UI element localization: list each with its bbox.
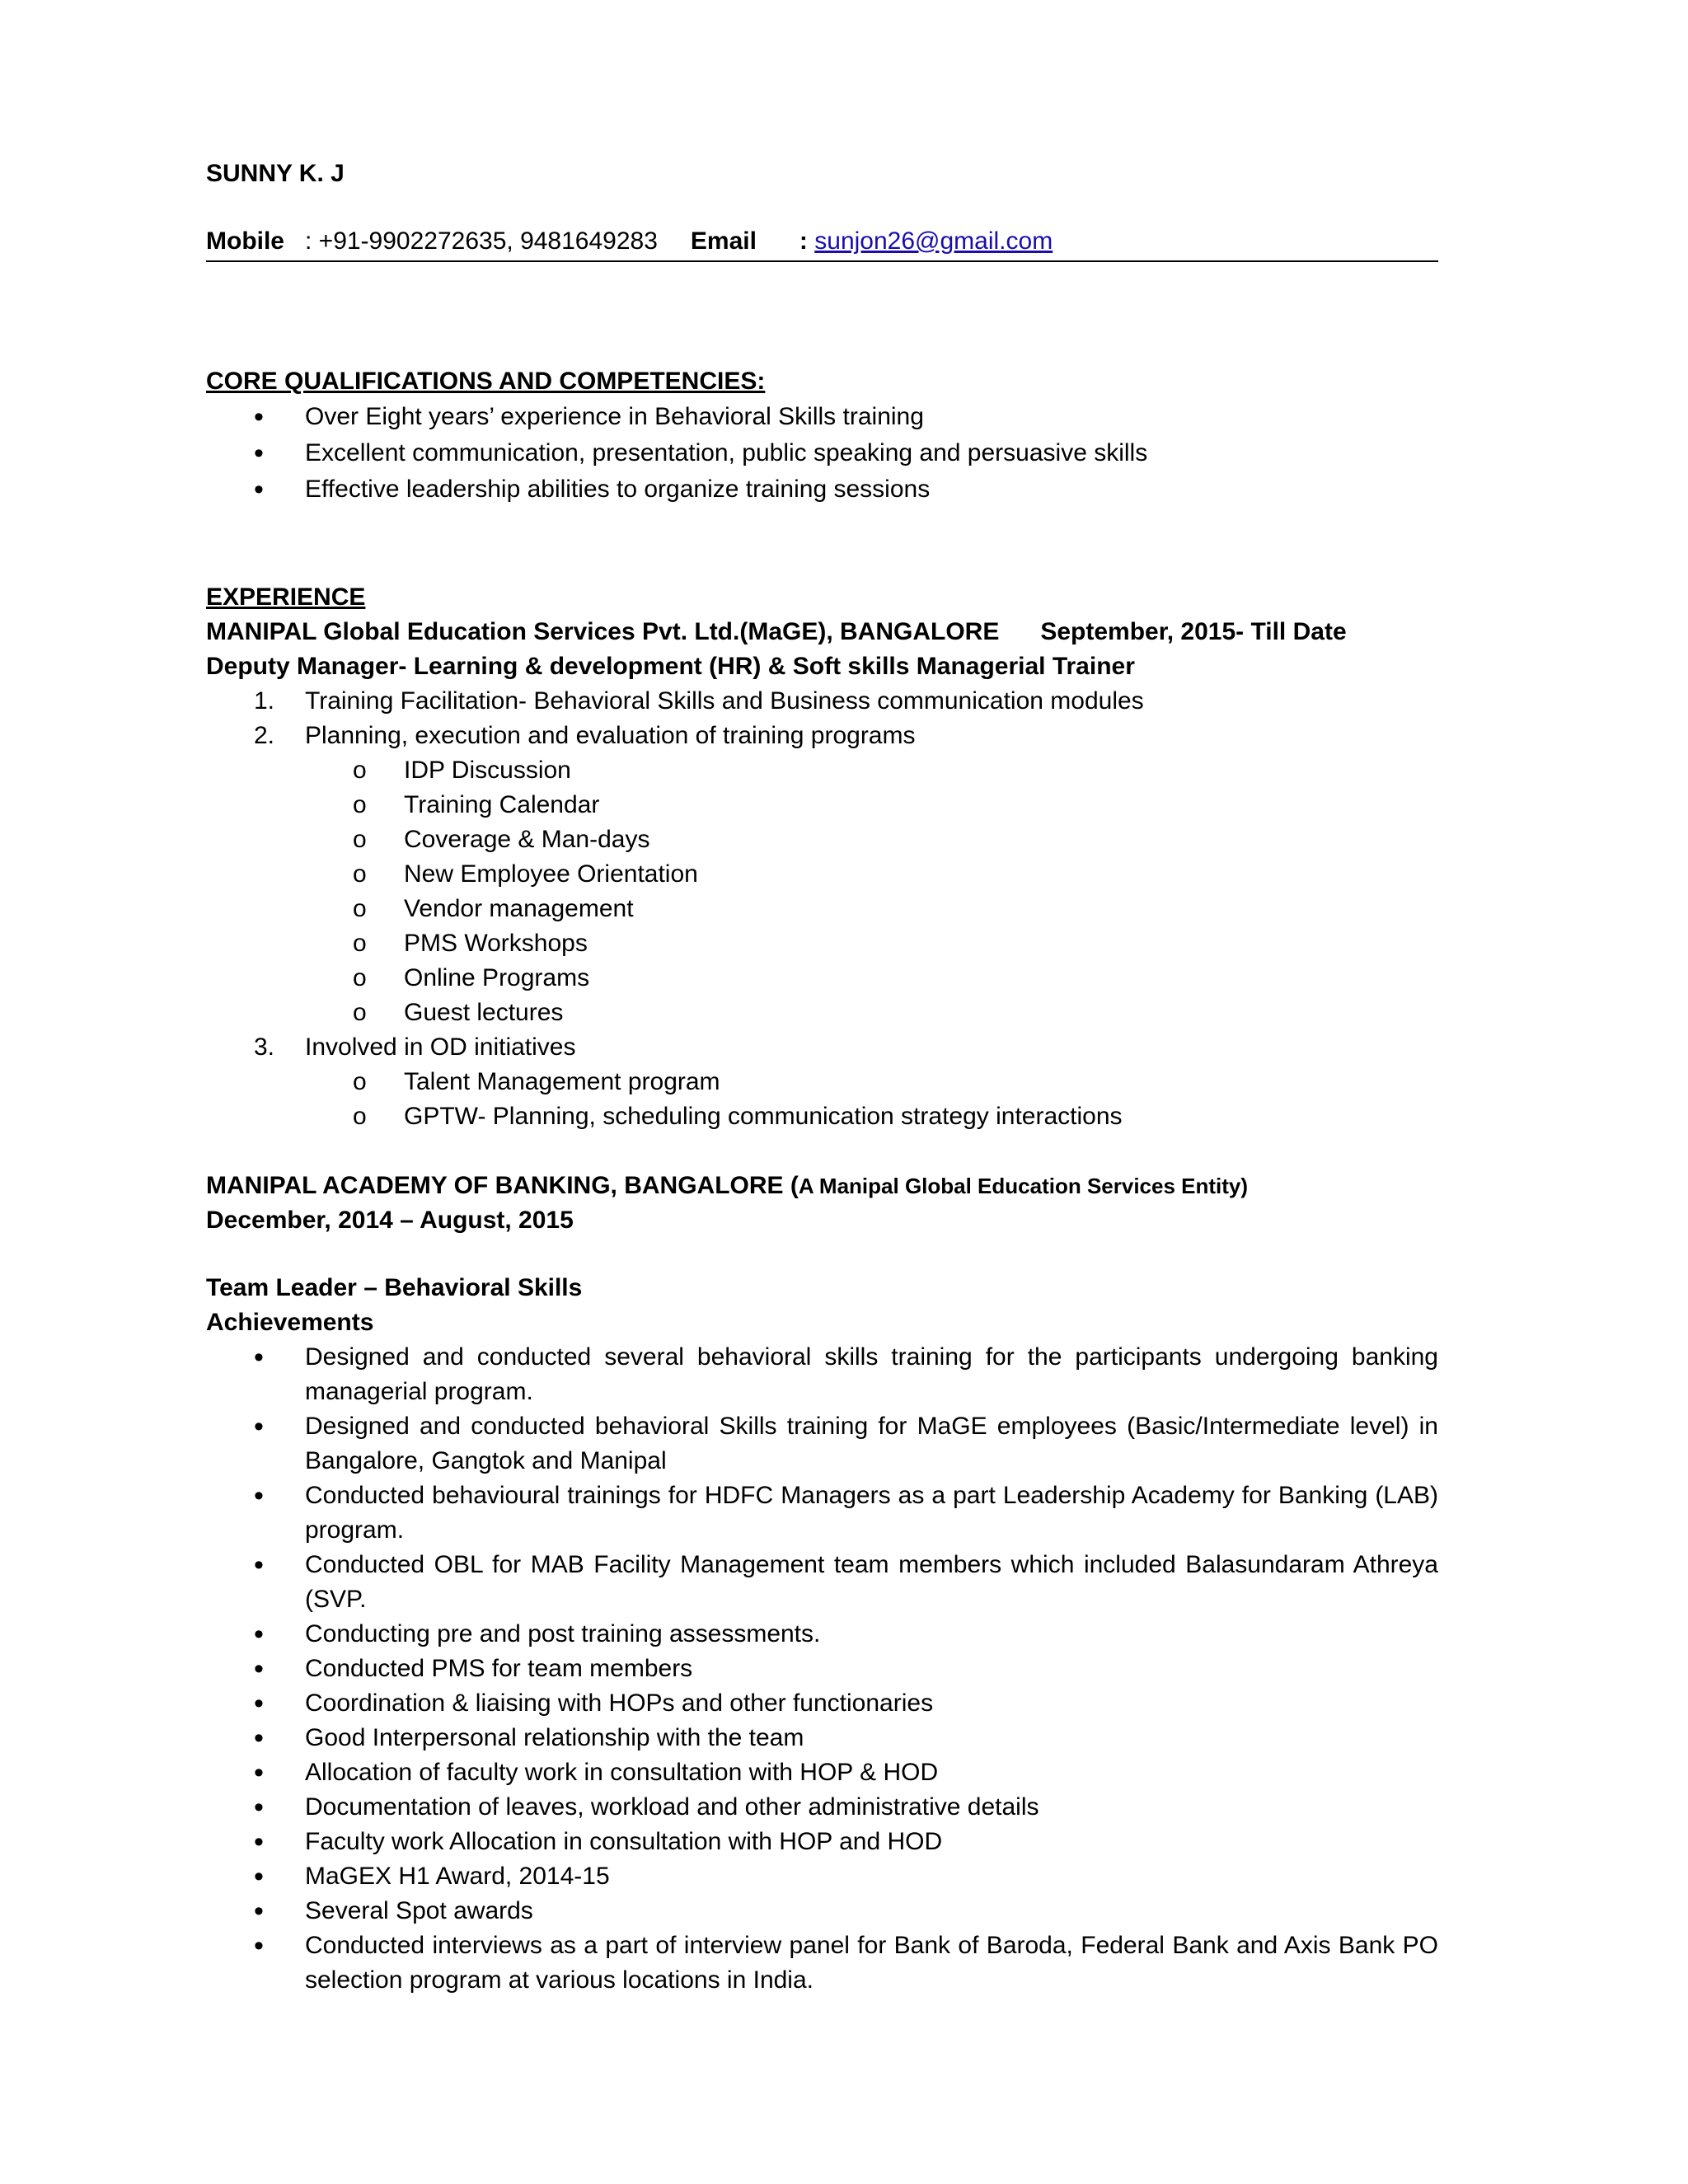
job2-dates: December, 2014 – August, 2015 xyxy=(206,1207,574,1234)
job2-company-line xyxy=(206,1169,1438,1203)
job1-item xyxy=(206,684,1438,719)
achievement-item: • Conducted interviews as a part of interview panel for Bank of Baroda, Federal Bank and Axis Bank PO selection program at various locations in India. xyxy=(206,1929,1438,1998)
core-list xyxy=(206,399,1438,508)
job1-role: Deputy Manager- Learning & development (HR) & Soft skills Managerial Trainer xyxy=(206,653,1135,680)
item-number: 2. xyxy=(254,722,275,749)
job2-company-note: A Manipal Global Education Services Entity) xyxy=(798,1174,1249,1198)
sub-item: o GPTW- Planning, scheduling communication strategy interactions xyxy=(206,1099,1438,1134)
sub-item: o Online Programs xyxy=(206,961,1438,996)
achievement-item: • Coordination & liaising with HOPs and other functionaries xyxy=(206,1686,1438,1721)
achievement-item: • Faculty work Allocation in consultation with HOP and HOD xyxy=(206,1825,1438,1859)
achievement-item: • Designed and conducted several behavioral skills training for the participants undergoing banking managerial program. xyxy=(206,1340,1438,1409)
job1-company: MANIPAL Global Education Services Pvt. Ltd.(MaGE), BANGALORE xyxy=(206,618,1000,645)
experience-section-title: EXPERIENCE xyxy=(206,583,366,611)
core-section-title: CORE QUALIFICATIONS AND COMPETENCIES: xyxy=(206,368,766,395)
item-text: Training Facilitation- Behavioral Skills and Business communication modules xyxy=(305,687,1144,715)
email-separator: : xyxy=(799,227,808,255)
job1-dates: September, 2015- Till Date xyxy=(1040,618,1347,645)
job1-item xyxy=(206,1030,1438,1134)
achievements-label: Achievements xyxy=(206,1309,374,1336)
achievement-item: • Allocation of faculty work in consultation with HOP & HOD xyxy=(206,1755,1438,1790)
achievement-item: • MaGEX H1 Award, 2014-15 xyxy=(206,1859,1438,1894)
sub-item: o Vendor management xyxy=(206,892,1438,926)
sub-item: o Talent Management program xyxy=(206,1065,1438,1099)
achievement-item: • Several Spot awards xyxy=(206,1894,1438,1929)
achievements-list xyxy=(206,1340,1438,1998)
job2-company: MANIPAL ACADEMY OF BANKING, BANGALORE ( xyxy=(206,1172,799,1199)
item-number: 3. xyxy=(254,1033,275,1061)
core-item: • Excellent communication, presentation, public speaking and persuasive skills xyxy=(206,435,1438,471)
achievement-item: • Conducting pre and post training assessments. xyxy=(206,1617,1438,1652)
achievement-item: • Designed and conducted behavioral Skills training for MaGE employees (Basic/Intermediate level) in Bangalore, Gangtok and Manipal xyxy=(206,1409,1438,1479)
email-label: Email xyxy=(690,227,757,255)
sub-list xyxy=(305,1065,1438,1134)
item-text: Planning, execution and evaluation of training programs xyxy=(305,722,916,749)
achievement-item: • Documentation of leaves, workload and other administrative details xyxy=(206,1790,1438,1825)
spacer xyxy=(206,1238,1438,1271)
spacer xyxy=(206,1134,1438,1169)
sub-item: o Guest lectures xyxy=(206,996,1438,1030)
sub-item: o IDP Discussion xyxy=(206,753,1438,788)
achievement-item: • Conducted OBL for MAB Facility Management team members which included Balasundaram Athreya (SVP. xyxy=(206,1548,1438,1617)
achievement-item: • Conducted PMS for team members xyxy=(206,1652,1438,1686)
resume-content xyxy=(206,157,1438,1998)
sub-item: o Training Calendar xyxy=(206,788,1438,823)
sub-item: o Coverage & Man-days xyxy=(206,823,1438,857)
item-number: 1. xyxy=(254,687,275,715)
mobile-value: : +91-9902272635, 9481649283 xyxy=(305,227,658,255)
item-text: Involved in OD initiatives xyxy=(305,1033,576,1061)
email-link[interactable]: sunjon26@gmail.com xyxy=(814,227,1053,255)
job1-header xyxy=(206,615,1438,649)
achievement-item: • Conducted behavioural trainings for HDFC Managers as a part Leadership Academy for Banking (LAB) program. xyxy=(206,1479,1438,1548)
achievement-item: • Good Interpersonal relationship with the team xyxy=(206,1721,1438,1755)
job2-role: Team Leader – Behavioral Skills xyxy=(206,1274,583,1301)
candidate-name: SUNNY K. J xyxy=(206,160,345,187)
sub-list xyxy=(305,753,1438,1030)
mobile-label: Mobile xyxy=(206,227,284,255)
job1-item xyxy=(206,719,1438,1030)
sub-item: o New Employee Orientation xyxy=(206,857,1438,892)
contact-line xyxy=(206,224,1438,262)
core-item: • Over Eight years’ experience in Behavioral Skills training xyxy=(206,399,1438,435)
spacer xyxy=(206,508,1438,580)
core-item: • Effective leadership abilities to organize training sessions xyxy=(206,471,1438,508)
job1-list xyxy=(206,684,1438,1134)
sub-item: o PMS Workshops xyxy=(206,926,1438,961)
spacer xyxy=(206,262,1438,364)
